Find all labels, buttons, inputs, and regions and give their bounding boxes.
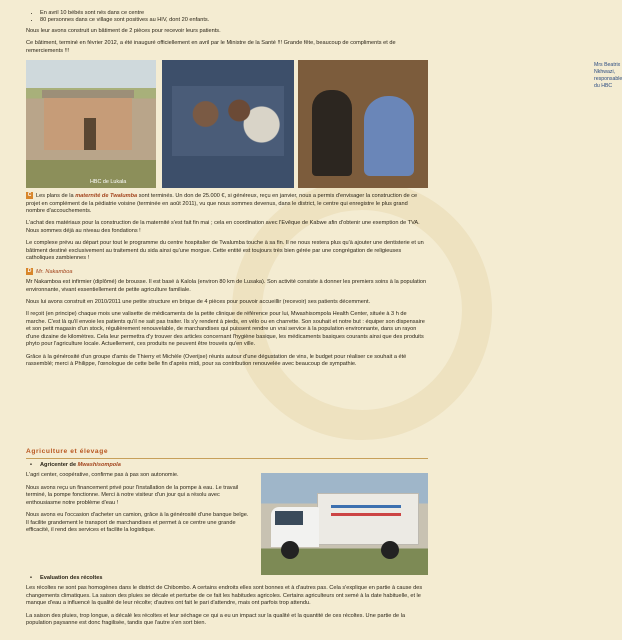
section-marker-d: D xyxy=(27,267,32,274)
section-d-paragraph: Il reçoit (en principe) chaque mois une valisette de médicaments de la petite clinique de référence pour lui, Mwashisompola Health Center, située à 3 h de marche. C'est là qu'il envoie les patients qu'il ne sait pas traiter. Ils s'y rendent à pieds, en vélo ou en charrette. Son souhait et notre but : équiper son dispensaire et son petit magasin d'un stock, régulièrement renouvelable, de marchandises qui puissent rendre un vrai service à la population environnante, dans un rayon d'une dizaine de kilomètres. Cela leur permettra d'y trouver des articles concernant l'hygiène basique, les médicaments basiques courants ainsi que des produits phyto pour l'agriculture locale. Actuellement, ces produits ne peuvent être trouvés qu'en ville. xyxy=(26,311,425,348)
agri-paragraph: Nous avons eu l'occasion d'acheter un camion, grâce à la générosité d'une banque belge. Il facilite grandement le transport de marchandises et permet à ce centre une grande efficacité, il rend des services et facilite la logistique. xyxy=(26,512,249,534)
photo-truck xyxy=(261,473,428,575)
photo-caption: HBC de Lukala xyxy=(90,179,127,186)
agri-paragraph: Nous avons reçu un financement privé pour l'installation de la pompe à eau. Le travail terminé, la pompe fonctionne. Merci à notre visiteur d'un jour qui a résolu avec enthousiasme notre problème d'eau ! xyxy=(26,484,239,506)
person-name: Mr. Nakamboa xyxy=(36,268,73,275)
section-title-agriculture: Agriculture et élevage xyxy=(26,448,428,459)
photo-hbc-building xyxy=(26,60,156,188)
section-d-paragraph: Nous lui avons construit en 2010/2011 une petite structure en brique de 4 pièces pour pouvoir accueillir (recevoir) ses patients décemment. xyxy=(26,298,371,305)
section-c-paragraph: C Les plans de la maternité de Twalumba sont terminés. Un don de 25.000 €, si généreux, reçu en janvier, nous a permis d'envisager la construction de ce projet en complément de la pédiatrie voisine (terminée en août 2011), vu que nous sommes devenus, dans le district, le centre qui enregistre le plus grand nombre d'accouchements. xyxy=(26,192,418,215)
agri-paragraph: La saison des pluies, trop longue, a décalé les récoltes et leur séchage ce qui a eu un impact sur la qualité et la quantité de ces récoltes. Une partie de la population paysanne est donc fragilisée, tandis que l'autre s'en sort bien. xyxy=(26,612,406,627)
photo-inauguration xyxy=(162,60,294,188)
top-content xyxy=(26,10,622,373)
agri-left-column xyxy=(26,462,250,535)
maternity-name: maternité de Twalumba xyxy=(75,193,138,200)
agri-paragraph: Les récoltes ne sont pas homogènes dans le district de Chibombo. A certains endroits elles sont bonnes et à d'autres pas. Cela s'explique en partie à cause des changements climatiques. La saison des pluies se décale et perturbe de ce fait les habitudes agricoles. Certains agriculteurs ont semé à la date habituelle, et le manque d'eau a influencé la qualité de leur récolte; d'autres ont fait le pari d'attendre, mais ont parfois trop attendu. xyxy=(26,585,423,607)
intro-bullet: • 80 personnes dans ce village sont positives au HIV, dont 20 enfants. xyxy=(40,17,428,24)
intro-paragraph: Ce bâtiment, terminé en février 2012, a été inauguré officiellement en avril par le Ministre de la Santé !!! Grande fête, beaucoup de compliments et de remerciements !!! xyxy=(26,40,396,54)
photo-hbc-staff xyxy=(298,60,622,188)
intro-bullet: • En avril 10 bébés sont nés dans ce centre xyxy=(40,10,428,17)
photo-caption: Mrs Beatrix Nkhwazi, responsable du HBC xyxy=(594,62,622,89)
agri-harvest xyxy=(26,575,428,633)
intro-bullets xyxy=(40,10,428,25)
section-c-paragraph: L'achat des matériaux pour la construction de la maternité s'est fait fin mai ; cela en coordination avec l'Evêque de Kabwe afin d'obtenir une exemption de TVA. Nous sommes déjà au niveau des fondations ! xyxy=(26,220,420,234)
section-d-paragraph: Mr Nakamboa est infirmier (diplômé) de brousse. Il est basé à Kalola (environ 80 km de Lusaka). Son activité consiste à donner les premiers soins à la population environnante, vivant essentiellement de petite agriculture familiale. xyxy=(26,279,427,293)
section-d-heading xyxy=(26,268,428,276)
photo-strip xyxy=(26,60,622,188)
section-c-paragraph: Le complexe prévu au départ pour tout le programme du centre hospitalier de Twalumba touche à sa fin. Il ne nous restera plus qu'à ajouter une dentisterie et un bâtiment destiné exclusivement au traitement du sida ainsi qu'une morgue. Cette entité est toujours très bien gérée par une congrégation de religieuses catholiques zambiennes ! xyxy=(26,240,424,262)
agri-item-heading: • Evaluation des récoltes xyxy=(26,575,428,582)
section-d-paragraph: Grâce à la générosité d'un groupe d'amis de Thierry et Michèle (Overijse) réunis autour d'une dégustation de vins, le budget pour réaliser ce souhait a été rassemblé; merci à Philippe, l'œnologue de cette belle fin d'après midi, pour sa contribution renouvelée avec beaucoup de sympathie. xyxy=(26,353,407,368)
intro-paragraph: Nous leur avons construit un bâtiment de 2 pièces pour recevoir leurs patients. xyxy=(26,27,221,34)
section-marker-c: C xyxy=(27,192,32,199)
agri-item-heading: • Agricenter de Mwashisompola xyxy=(26,462,250,469)
agri-paragraph: L'agri center, coopérative, confirme pas à pas son autonomie. xyxy=(26,472,179,479)
